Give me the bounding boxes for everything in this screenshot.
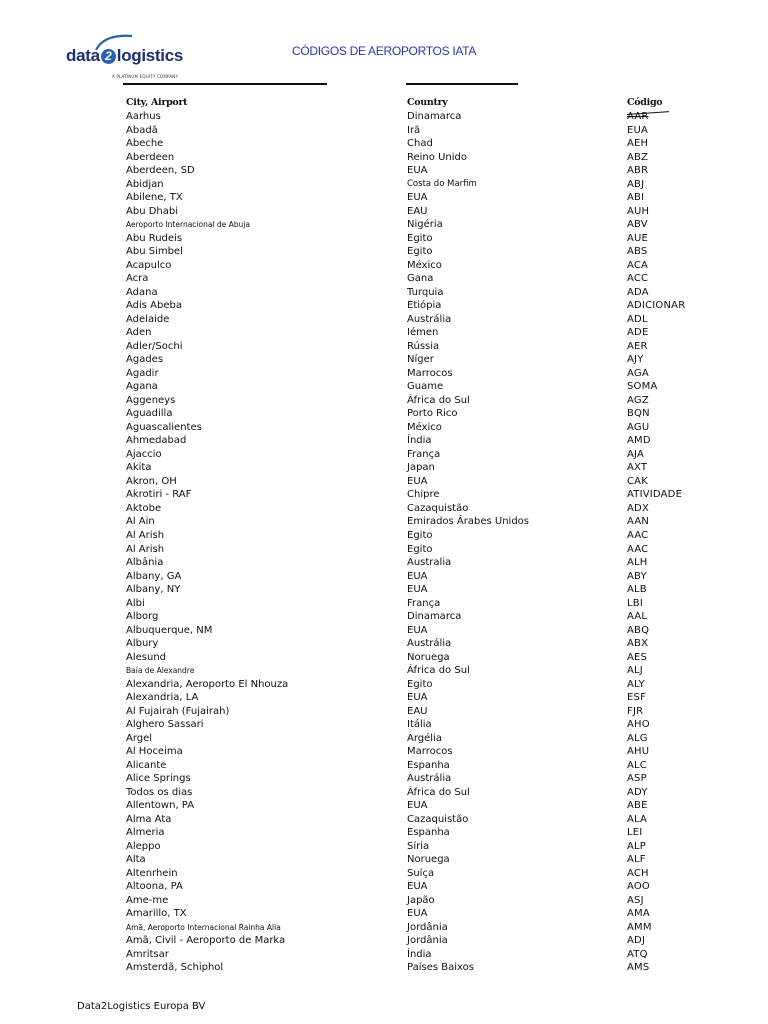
cell-city: Albany, GA: [126, 570, 182, 582]
airport-table: [0, 110, 768, 975]
table-row: [0, 637, 768, 651]
cell-code: AAN: [627, 516, 650, 528]
cell-country: Jordânia: [407, 921, 448, 933]
cell-city: Akrotiri - RAF: [126, 489, 192, 501]
cell-city: Agana: [126, 381, 158, 393]
cell-city: Adis Abeba: [126, 300, 182, 312]
table-row: [0, 934, 768, 948]
cell-country: Reino Unido: [407, 151, 467, 163]
cell-city: Alta: [126, 854, 146, 866]
cell-country: Dinamarca: [407, 611, 462, 623]
cell-country: Emirados Árabes Unidos: [407, 516, 530, 528]
cell-code: AGU: [627, 421, 650, 433]
table-row: [0, 705, 768, 719]
cell-city: Alexandria, Aeroporto El Nhouza: [126, 678, 289, 690]
cell-city: Aguascalientes: [126, 421, 202, 433]
cell-country: Irã: [407, 124, 421, 136]
column-header-country: Country: [407, 97, 448, 108]
table-row: [0, 880, 768, 894]
table-row: [0, 543, 768, 557]
cell-city: Al Hoceima: [126, 746, 183, 758]
cell-code: ATQ: [627, 948, 648, 960]
table-row: [0, 556, 768, 570]
cell-code: ALB: [627, 584, 647, 596]
cell-code: AJY: [627, 354, 644, 366]
cell-city: Abilene, TX: [126, 192, 183, 204]
cell-country: Egito: [407, 678, 433, 690]
cell-code: ACH: [627, 867, 649, 879]
cell-city: Amã, Civil - Aeroporto de Marka: [126, 935, 286, 947]
cell-code: ABE: [627, 800, 648, 812]
cell-code: ABV: [627, 219, 648, 231]
cell-code: AER: [627, 340, 648, 352]
table-row: [0, 434, 768, 448]
cell-city: Abu Simbel: [126, 246, 183, 258]
cell-country: Porto Rico: [407, 408, 458, 420]
cell-city: Alghero Sassari: [126, 719, 204, 731]
cell-code: AES: [627, 651, 648, 663]
cell-code: AGZ: [627, 394, 649, 406]
table-row: [0, 610, 768, 624]
table-row: [0, 259, 768, 273]
cell-code: AAC: [627, 543, 649, 555]
table-row: [0, 907, 768, 921]
table-row: [0, 961, 768, 975]
cell-code: ABQ: [627, 624, 650, 636]
cell-code: SOMA: [627, 381, 658, 393]
table-row: [0, 921, 768, 935]
column-header-code: Código: [627, 97, 663, 108]
table-row: [0, 191, 768, 205]
cell-country: Cazaquistão: [407, 502, 469, 514]
table-row: [0, 245, 768, 259]
table-row: [0, 853, 768, 867]
cell-country: Chad: [407, 138, 433, 150]
cell-country: Guame: [407, 381, 444, 393]
cell-code: AAL: [627, 611, 648, 623]
table-row: [0, 461, 768, 475]
cell-city: Akron, OH: [126, 475, 177, 487]
cell-city: Agadir: [126, 367, 159, 379]
cell-code: ADL: [627, 313, 648, 325]
cell-city: Alice Springs: [126, 773, 191, 785]
table-row: [0, 272, 768, 286]
cell-country: França: [407, 597, 441, 609]
cell-country: Nigéria: [407, 219, 443, 231]
cell-code: ABI: [627, 192, 645, 204]
cell-code: FJR: [627, 705, 644, 717]
cell-country: África do Sul: [407, 665, 470, 677]
cell-city: Adler/Sochi: [126, 340, 183, 352]
cell-code: ABR: [627, 165, 649, 177]
cell-city: Allentown, PA: [126, 800, 195, 812]
cell-code: EUA: [627, 124, 649, 136]
table-row: [0, 867, 768, 881]
cell-country: Austrália: [407, 313, 452, 325]
table-row: [0, 583, 768, 597]
cell-country: Jordânia: [407, 935, 448, 947]
cell-city: Abidjan: [126, 178, 164, 190]
cell-country: Marrocos: [407, 367, 453, 379]
cell-country: Iémen: [407, 327, 439, 339]
cell-country: Marrocos: [407, 746, 453, 758]
table-row: [0, 394, 768, 408]
table-row: [0, 313, 768, 327]
cell-country: Dinamarca: [407, 111, 462, 122]
cell-code: ADJ: [627, 935, 646, 947]
cell-code: ABS: [627, 246, 648, 258]
cell-city: Adelaide: [126, 313, 170, 325]
table-row: [0, 664, 768, 678]
cell-country: Costa do Marfim: [407, 178, 477, 189]
cell-city: Aleppo: [126, 840, 161, 852]
cell-city: Al Ain: [126, 516, 155, 528]
table-row: [0, 137, 768, 151]
cell-code: ALH: [627, 557, 648, 569]
header-rule-right: [406, 83, 518, 85]
cell-city: Altoona, PA: [126, 881, 183, 893]
cell-city: Aguadilla: [126, 408, 173, 420]
cell-city: Altenrhein: [126, 867, 178, 879]
cell-city: Al Arish: [126, 529, 165, 541]
table-row: [0, 826, 768, 840]
cell-country: França: [407, 448, 441, 460]
cell-city: Alicante: [126, 759, 167, 771]
cell-city: Almeria: [126, 827, 165, 839]
column-header-city: City, Airport: [126, 97, 188, 108]
cell-country: Níger: [407, 354, 434, 366]
document-title: CÓDIGOS DE AEROPORTOS IATA: [292, 44, 477, 58]
cell-country: África do Sul: [407, 394, 470, 406]
cell-code: ESF: [627, 692, 647, 704]
cell-code: ACA: [627, 259, 649, 271]
cell-city: Abadã: [126, 124, 158, 136]
cell-city: Albury: [126, 638, 159, 650]
cell-city: Agades: [126, 354, 164, 366]
cell-country: Noruega: [407, 651, 450, 663]
cell-code: AXT: [627, 462, 648, 474]
cell-country: EUA: [407, 881, 428, 893]
cell-country: Índia: [407, 948, 432, 960]
cell-country: Noruega: [407, 854, 450, 866]
cell-code: ALJ: [627, 665, 643, 677]
table-row: [0, 326, 768, 340]
table-row: [0, 624, 768, 638]
table-row: [0, 380, 768, 394]
cell-code: LEI: [627, 827, 643, 839]
cell-city: Albany, NY: [126, 584, 181, 596]
table-row: [0, 475, 768, 489]
cell-code: ALP: [627, 840, 647, 852]
table-row: [0, 124, 768, 138]
cell-code: AGA: [627, 367, 649, 379]
cell-country: Países Baixos: [407, 962, 474, 974]
cell-code: ABX: [627, 638, 649, 650]
cell-code: ALA: [627, 813, 648, 825]
table-row: [0, 745, 768, 759]
cell-country: Egito: [407, 232, 433, 244]
table-row: [0, 570, 768, 584]
cell-code: BQN: [627, 408, 650, 420]
cell-code: ADA: [627, 286, 649, 298]
table-row: [0, 340, 768, 354]
cell-city: Albi: [126, 597, 145, 609]
header-rule-left: [123, 83, 327, 85]
cell-city: Amarillo, TX: [126, 908, 187, 920]
cell-city: Alexandria, LA: [126, 692, 199, 704]
cell-country: EUA: [407, 165, 428, 177]
table-row: [0, 786, 768, 800]
table-row: [0, 353, 768, 367]
table-row: [0, 164, 768, 178]
cell-code: AHU: [627, 746, 650, 758]
cell-country: Japão: [407, 894, 435, 906]
cell-city: Abu Dhabi: [126, 205, 178, 217]
cell-country: EUA: [407, 192, 428, 204]
cell-country: Argélia: [407, 732, 442, 744]
table-row: [0, 110, 768, 124]
table-row: [0, 840, 768, 854]
logo-word-data: data: [66, 46, 100, 65]
table-row: [0, 488, 768, 502]
cell-country: Austrália: [407, 773, 452, 785]
cell-code: ABZ: [627, 151, 649, 163]
table-row: [0, 894, 768, 908]
table-row: [0, 205, 768, 219]
cell-country: África do Sul: [407, 786, 470, 798]
cell-code: AMA: [627, 908, 650, 920]
cell-code: ABJ: [627, 178, 645, 190]
table-row: [0, 178, 768, 192]
cell-code: AAR: [627, 111, 649, 122]
table-row: [0, 367, 768, 381]
cell-city: Al Fujairah (Fujairah): [126, 705, 230, 717]
table-row: [0, 799, 768, 813]
table-row: [0, 421, 768, 435]
cell-city: Aggeneys: [126, 394, 176, 406]
table-row: [0, 407, 768, 421]
cell-city: Ame-me: [126, 894, 169, 906]
cell-code: ADE: [627, 327, 649, 339]
cell-country: Austrália: [407, 638, 452, 650]
cell-city: Argel: [126, 732, 153, 744]
cell-code: AMM: [627, 921, 652, 933]
logo-mark: 2: [101, 49, 116, 64]
cell-country: Chipre: [407, 489, 440, 501]
cell-code: AJA: [627, 448, 645, 460]
cell-country: Egito: [407, 529, 433, 541]
cell-code: AUE: [627, 232, 649, 244]
cell-code: ASJ: [627, 894, 644, 906]
cell-country: México: [407, 259, 442, 271]
table-row: [0, 502, 768, 516]
cell-country: EUA: [407, 570, 428, 582]
table-row: [0, 948, 768, 962]
table-row: [0, 232, 768, 246]
cell-city: Ajaccio: [126, 448, 162, 460]
table-row: [0, 772, 768, 786]
cell-city: Acra: [126, 273, 149, 285]
cell-city: Aktobe: [126, 502, 162, 514]
cell-city: Al Arish: [126, 543, 165, 555]
cell-code: ADX: [627, 502, 649, 514]
cell-country: Egito: [407, 246, 433, 258]
cell-code: ACC: [627, 273, 649, 285]
cell-country: Síria: [407, 840, 430, 852]
cell-code: AMD: [627, 435, 651, 447]
cell-code: ALF: [627, 854, 646, 866]
table-row: [0, 718, 768, 732]
cell-city: Aberdeen, SD: [126, 165, 195, 177]
cell-code: AUH: [627, 205, 650, 217]
cell-city: Aberdeen: [126, 151, 175, 163]
table-row: [0, 597, 768, 611]
cell-country: EUA: [407, 475, 428, 487]
table-row: [0, 286, 768, 300]
cell-city: Acapulco: [126, 259, 172, 271]
cell-code: ASP: [627, 773, 647, 785]
cell-country: Espanha: [407, 759, 450, 771]
cell-city: Amsterdã, Schiphol: [126, 962, 224, 974]
cell-city: Ahmedabad: [126, 435, 187, 447]
company-logo: [64, 32, 184, 82]
cell-country: Gana: [407, 273, 434, 285]
cell-country: Cazaquistão: [407, 813, 469, 825]
cell-city: Amritsar: [126, 948, 169, 960]
footer-company: Data2Logistics Europa BV: [77, 1001, 206, 1012]
cell-code: LBI: [627, 597, 643, 609]
cell-country: EAU: [407, 205, 428, 217]
cell-city: Baía de Alexandre: [126, 666, 195, 676]
cell-city: Aden: [126, 327, 152, 339]
table-row: [0, 218, 768, 232]
cell-code: AHO: [627, 719, 650, 731]
table-row: [0, 448, 768, 462]
cell-code: ALC: [627, 759, 647, 771]
logo-word-logistics: logistics: [116, 46, 184, 65]
cell-city: Alma Ata: [126, 813, 172, 825]
cell-city: Aeroporto Internacional de Abuja: [126, 220, 250, 230]
cell-country: EUA: [407, 800, 428, 812]
cell-code: AMS: [627, 962, 650, 974]
cell-city: Amã, Aeroporto Internacional Rainha Alia: [126, 922, 281, 932]
cell-city: Albuquerque, NM: [126, 624, 213, 636]
cell-country: Rússia: [407, 340, 440, 352]
cell-country: EUA: [407, 624, 428, 636]
cell-city: Abu Rudeis: [126, 232, 183, 244]
cell-country: Australia: [407, 557, 452, 569]
cell-city: Abeche: [126, 138, 164, 150]
cell-country: Suíça: [407, 867, 435, 879]
table-row: [0, 515, 768, 529]
logo-wordmark: [66, 46, 183, 66]
table-row: [0, 299, 768, 313]
cell-code: ALG: [627, 732, 648, 744]
cell-code: ALY: [627, 678, 645, 690]
cell-country: Espanha: [407, 827, 450, 839]
logo-tagline: A PLATINUM EQUITY COMPANY: [112, 74, 179, 79]
cell-city: Adana: [126, 286, 158, 298]
table-row: [0, 151, 768, 165]
cell-country: Turquia: [407, 286, 444, 298]
cell-code: ADY: [627, 786, 648, 798]
cell-city: Aarhus: [126, 111, 161, 122]
cell-code: AAC: [627, 529, 649, 541]
cell-city: Todos os dias: [126, 786, 193, 798]
cell-country: EUA: [407, 584, 428, 596]
cell-city: Alborg: [126, 611, 159, 623]
cell-country: EUA: [407, 908, 428, 920]
table-row: [0, 759, 768, 773]
cell-code: ABY: [627, 570, 647, 582]
cell-code: AEH: [627, 138, 649, 150]
table-row: [0, 813, 768, 827]
cell-country: Egito: [407, 543, 433, 555]
table-row: [0, 732, 768, 746]
cell-code: CAK: [627, 475, 648, 487]
table-row: [0, 678, 768, 692]
cell-code: ATIVIDADE: [627, 489, 683, 501]
cell-country: México: [407, 421, 442, 433]
cell-city: Akita: [126, 462, 152, 474]
table-row: [0, 651, 768, 665]
table-row: [0, 529, 768, 543]
cell-country: EAU: [407, 705, 428, 717]
cell-country: EUA: [407, 692, 428, 704]
cell-country: Índia: [407, 435, 432, 447]
table-row: [0, 691, 768, 705]
cell-country: Etiópia: [407, 300, 442, 312]
cell-country: Itália: [407, 719, 432, 731]
cell-code: AOO: [627, 881, 651, 893]
cell-city: Albânia: [126, 557, 164, 569]
cell-country: Japan: [407, 462, 435, 474]
cell-code: ADICIONAR: [627, 300, 686, 312]
cell-city: Alesund: [126, 651, 167, 663]
